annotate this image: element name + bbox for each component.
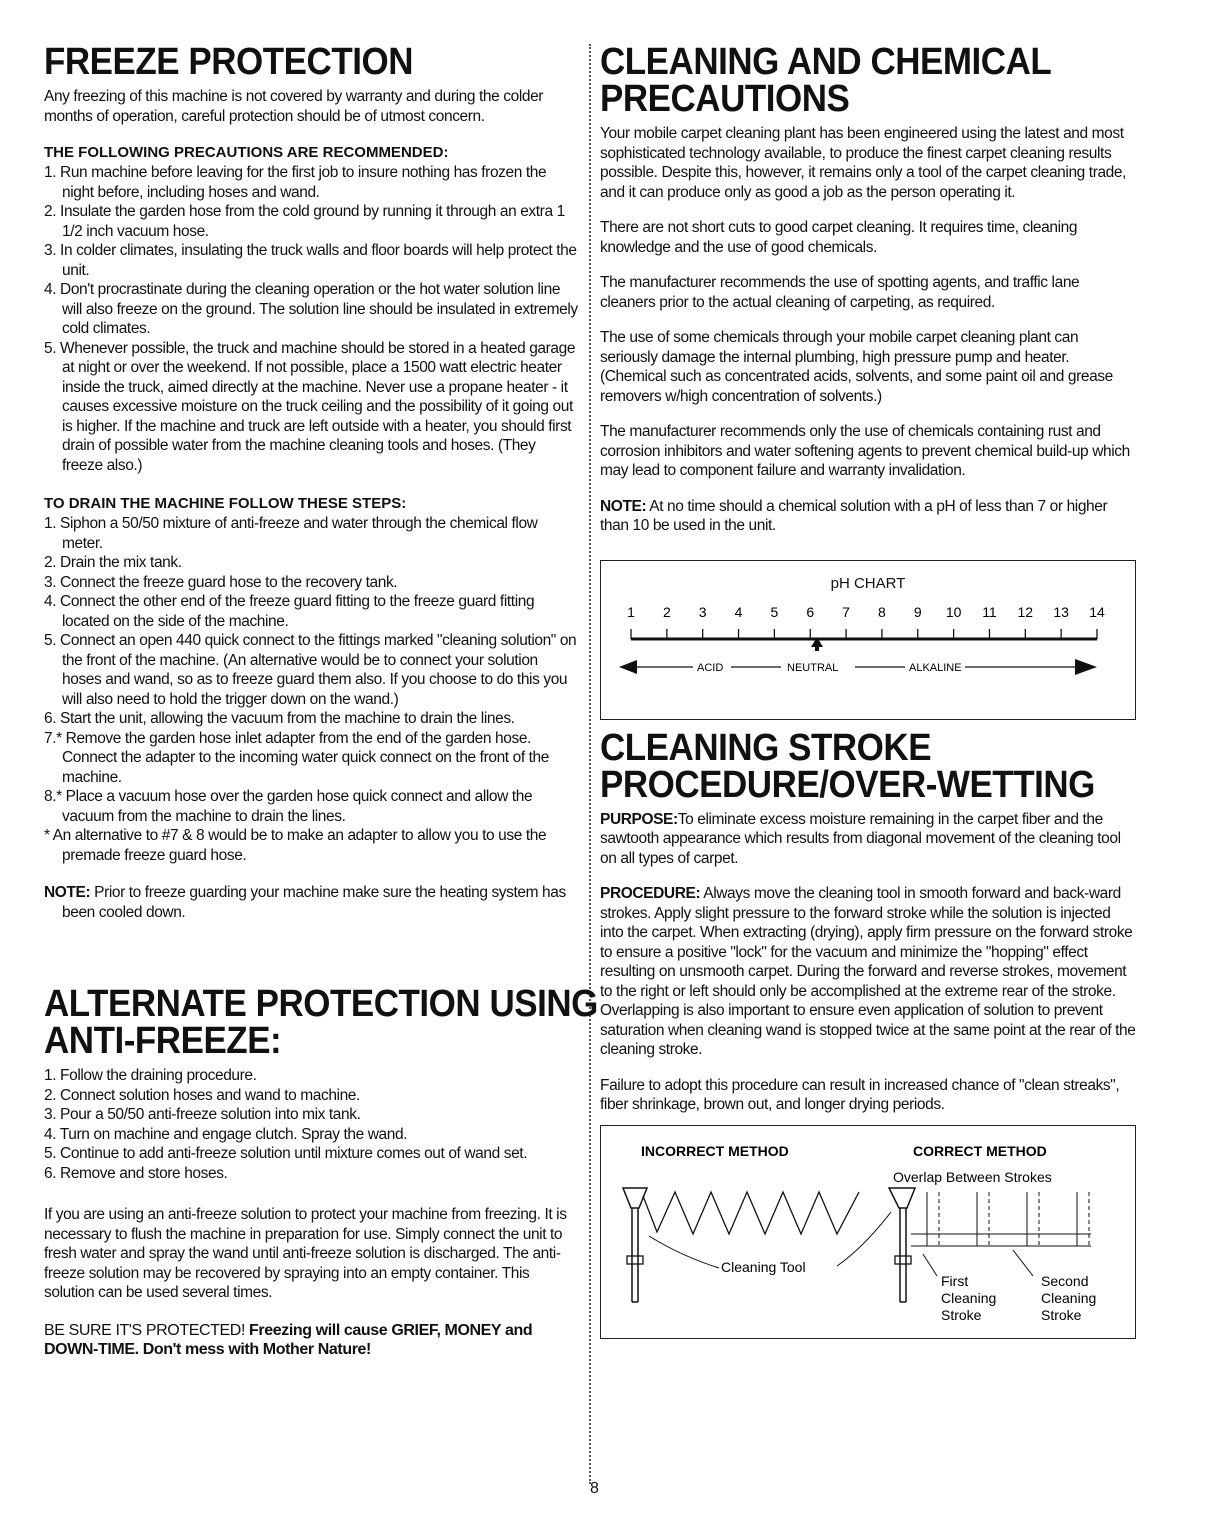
list-item: 5. Continue to add anti-freeze solution until mixture comes out of wand set.	[44, 1145, 528, 1162]
chem-note	[600, 497, 1136, 536]
list-item: 3. In colder climates, insulating the truck walls and floor boards will help protect the unit.	[44, 242, 577, 279]
precautions-list	[44, 163, 580, 475]
purpose-text: To eliminate excess moisture remaining in the carpet fiber and the sawtooth appearance which results from diagonal movement of the cleaning tool on all types of carpet.	[600, 810, 1121, 867]
acid-label: ACID	[697, 661, 724, 674]
list-item: 7.* Remove the garden hose inlet adapter from the end of the garden hose. Connect the adapter to the incoming water quick connect on the front of the machine.	[44, 729, 549, 786]
alt-paragraph: If you are using an anti-freeze solution to protect your machine from freezing. It is necessary to flush the machine in preparation for use. Simply connect the unit to fresh water and spray the wand until anti-freeze solution is discharged. The anti-freeze solution may be recovered by spraying into an empty container. This solution can be used several times.	[44, 1206, 567, 1301]
alternate-protection-title: ALTERNATE PROTECTION USING	[44, 983, 598, 1025]
chem-title-line1: CLEANING AND CHEMICAL	[600, 41, 1052, 83]
ph-tick-label: 1	[627, 603, 635, 620]
stroke-title-line2: PROCEDURE/OVER-WETTING	[600, 763, 1095, 806]
freeze-note	[44, 883, 580, 922]
alt-steps-list	[44, 1066, 580, 1183]
purpose-paragraph	[600, 810, 1136, 869]
ph-tick-label: 2	[662, 603, 671, 620]
left-column	[44, 41, 598, 1360]
first-stroke-label-1: First	[941, 1272, 969, 1289]
stroke-method-diagram	[600, 1125, 1136, 1339]
chem-paragraph-5: The manufacturer recommends only the use of chemicals containing rust and corrosion inhibitors and water softening agents to prevent chemical build-up which may lead to component failure and warranty invalidation.	[600, 423, 1130, 479]
ph-tick-label: 13	[1053, 603, 1069, 620]
procedure-label: PROCEDURE:	[600, 885, 701, 902]
column-divider	[589, 44, 591, 1484]
list-item: 2. Connect solution hoses and wand to machine.	[44, 1086, 360, 1104]
ph-tick-label: 11	[982, 603, 997, 620]
precautions-heading: THE FOLLOWING PRECAUTIONS ARE RECOMMENDED:	[44, 144, 449, 161]
pointer-line	[837, 1212, 891, 1266]
cleaning-tool-icon	[623, 1188, 647, 1302]
page-number: 8	[590, 1480, 599, 1497]
list-item: 6. Remove and store hoses.	[44, 1164, 228, 1182]
list-item: 4. Turn on machine and engage clutch. Spray the wand.	[44, 1125, 408, 1143]
drain-heading: TO DRAIN THE MACHINE FOLLOW THESE STEPS:	[44, 495, 407, 512]
note-text: At no time should a chemical solution with a pH of less than 7 or higher than 10 be used in the unit.	[600, 497, 1108, 534]
chem-paragraph-1: Your mobile carpet cleaning plant has been engineered using the latest and most sophisticated technology available, to produce the finest carpet cleaning results possible. Despite this, however, it remains only a tool of the carpet cleaning trade, and it can produce only as good a job as the person operating it.	[600, 125, 1127, 201]
ph-tick-label: 4	[734, 603, 743, 620]
list-item: 1. Run machine before leaving for the first job to insure nothing has frozen the night before, including hoses and wand.	[44, 164, 547, 201]
list-item: 4. Connect the other end of the freeze guard fitting to the freeze guard fitting located on the side of the machine.	[44, 593, 535, 630]
anti-freeze-title: ANTI-FREEZE:	[44, 1020, 282, 1062]
second-stroke-label-2: Cleaning	[1041, 1289, 1097, 1306]
right-column	[600, 41, 1136, 1347]
chem-title-line2: PRECAUTIONS	[600, 78, 850, 120]
list-item: 3. Connect the freeze guard hose to the recovery tank.	[44, 573, 398, 591]
first-stroke-label-2: Cleaning	[941, 1289, 997, 1306]
correct-stroke-lines	[927, 1192, 1089, 1246]
procedure-text: Always move the cleaning tool in smooth forward and back-ward strokes. Apply slight pressure to the forward stroke while the solution is injected into the carpet. When extracting (drying), apply firm pressure on the forward stroke to ensure a positive "lock" for the vacuum and minimize the "hopping" effect resulting on unsmooth carpet. During the forward and reverse strokes, movement to the right or left should only be accomplished at the extreme rear of the stroke. Overlapping is also important to ensure even application of solution to prevent saturation when cleaning wand is stopped twice at the same point at the rear of the cleaning stroke.	[600, 885, 1136, 1058]
ph-tick-label: 5	[770, 603, 779, 620]
first-stroke-label-3: Stroke	[941, 1306, 982, 1323]
stroke-title-line1: CLEANING STROKE	[600, 726, 932, 769]
second-stroke-label-1: Second	[1041, 1272, 1089, 1289]
ph-tick-label: 14	[1089, 603, 1105, 620]
freeze-protection-title: FREEZE PROTECTION	[44, 41, 413, 83]
list-item: 5. Connect an open 440 quick connect to the fittings marked "cleaning solution" on the front of the machine. (An alternative would be to connect your solution hoses and wand, so as to freeze guard them also. If you choose to do this you will also need to hold the trigger down on the wand.)	[44, 632, 577, 708]
pointer-line	[649, 1236, 719, 1268]
ph-scale-numbers	[627, 604, 1105, 620]
ph-tick-label: 7	[842, 603, 850, 620]
note-label: NOTE:	[44, 884, 91, 901]
closing-plain: BE SURE IT'S PROTECTED!	[44, 1321, 250, 1339]
chem-paragraph-4: The use of some chemicals through your mobile carpet cleaning plant can seriously damage the internal plumbing, high pressure pump and heater. (Chemical such as concentrated acids, solvents, and some paint oil and grease removers w/high concentration of solvents.)	[600, 329, 1113, 405]
neutral-label: NEUTRAL	[787, 661, 839, 674]
list-item: 3. Pour a 50/50 anti-freeze solution into mix tank.	[44, 1106, 361, 1123]
left-arrow-icon	[619, 660, 637, 674]
list-item: 1. Siphon a 50/50 mixture of anti-freeze and water through the chemical flow meter.	[44, 515, 538, 552]
chem-paragraph-3: The manufacturer recommends the use of spotting agents, and traffic lane cleaners prior to the actual cleaning of carpeting, as required.	[600, 274, 1080, 311]
list-item: 6. Start the unit, allowing the vacuum from the machine to drain the lines.	[44, 710, 515, 727]
ph-tick-label: 9	[913, 603, 922, 620]
ph-tick-label: 12	[1017, 603, 1034, 620]
closing-warning	[44, 1321, 580, 1360]
ph-tick-label: 6	[806, 603, 815, 620]
ph-chart	[600, 560, 1136, 720]
correct-method-label: CORRECT METHOD	[913, 1142, 1047, 1159]
failure-paragraph: Failure to adopt this procedure can result in increased chance of "clean streaks", fiber shrinkage, brown out, and longer drying periods.	[600, 1076, 1120, 1113]
closing-bold: Freezing will cause GRIEF, MONEY and DOWN-TIME. Don't mess with Mother Nature!	[44, 1321, 533, 1358]
note-label: NOTE:	[600, 497, 647, 515]
ph-scale-graphic	[601, 597, 1131, 717]
list-item: * An alternative to #7 & 8 would be to make an adapter to allow you to use the premade freeze guard hose.	[44, 827, 547, 864]
ph-tick-label: 3	[698, 603, 707, 620]
cleaning-tool-icon	[889, 1188, 915, 1302]
freeze-intro: Any freezing of this machine is not covered by warranty and during the colder months of operation, careful protection should be of utmost concern.	[44, 88, 544, 125]
list-item: 1. Follow the draining procedure.	[44, 1067, 257, 1084]
chem-paragraph-2: There are not short cuts to good carpet cleaning. It requires time, cleaning knowledge and the use of good chemicals.	[600, 219, 1078, 256]
ph-chart-title: pH CHART	[830, 574, 906, 592]
incorrect-method-label: INCORRECT METHOD	[641, 1142, 789, 1159]
list-item: 2. Drain the mix tank.	[44, 554, 182, 571]
right-arrow-icon	[1075, 659, 1097, 675]
alkaline-label: ALKALINE	[909, 661, 962, 674]
second-stroke-label-3: Stroke	[1041, 1306, 1082, 1323]
purpose-label: PURPOSE:	[600, 810, 678, 828]
cleaning-tool-label: Cleaning Tool	[721, 1258, 806, 1275]
note-text: Prior to freeze guarding your machine make sure the heating system has been cooled down.	[62, 884, 566, 921]
drain-steps-list	[44, 514, 580, 865]
zigzag-stroke-path	[643, 1192, 859, 1234]
list-item: 4. Don't procrastinate during the cleaning operation or the hot water solution line will also freeze on the ground. The solution line should be insulated in extremely cold climates.	[44, 281, 578, 337]
procedure-paragraph	[600, 884, 1136, 1060]
ph-tick-label: 10	[945, 603, 962, 620]
ph-tick-label: 8	[878, 603, 886, 620]
overlap-label: Overlap Between Strokes	[893, 1168, 1052, 1185]
list-item: 8.* Place a vacuum hose over the garden hose quick connect and allow the vacuum from the machine to drain the lines.	[44, 788, 533, 825]
list-item: 5. Whenever possible, the truck and machine should be stored in a heated garage at night or over the weekend. If not possible, place a 1500 watt electric heater inside the truck, aimed directly at the machine. Never use a propane heater - it causes excessive moisture on the truck ceiling and the possibility of it going out is higher. If the machine and truck are left outside with a heater, you should first drain of possible water from the machine cleaning tools and hoses. (They freeze also.)	[44, 339, 576, 474]
list-item: 2. Insulate the garden hose from the cold ground by running it through an extra 1 1/2 inch vacuum hose.	[44, 203, 565, 240]
